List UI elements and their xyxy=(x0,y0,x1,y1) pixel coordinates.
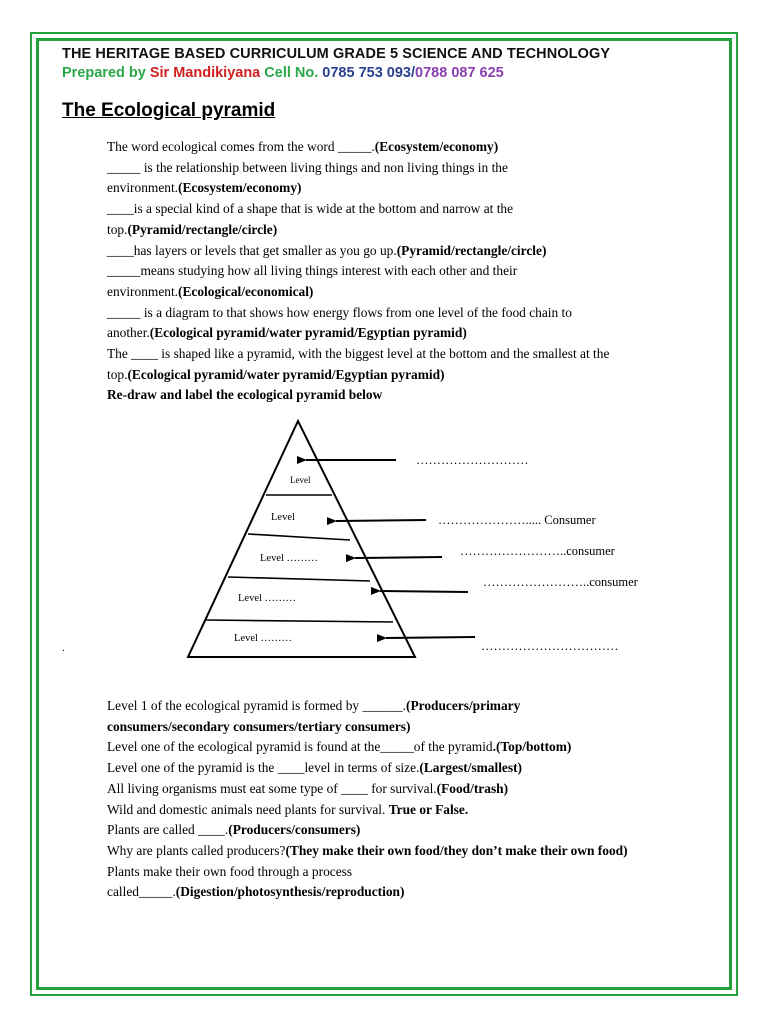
question-line: called_____.(Digestion/photosynthesis/reproduction) xyxy=(107,884,405,900)
arrow xyxy=(386,637,475,638)
phone-number-2: 0788 087 625 xyxy=(415,65,504,81)
question-line: ____is a special kind of a shape that is wide at the bottom and narrow at the xyxy=(107,201,514,217)
phone-number-1: 0785 753 093 xyxy=(322,65,411,81)
question-line: another.(Ecological pyramid/water pyramid/Egyptian pyramid) xyxy=(107,325,467,341)
question-line: top.(Ecological pyramid/water pyramid/Egyptian pyramid) xyxy=(107,366,445,382)
pyramid-level-label: Level ……… xyxy=(234,633,293,644)
curriculum-header: THE HERITAGE BASED CURRICULUM GRADE 5 SCIENCE AND TECHNOLOGY xyxy=(62,46,611,62)
level-divider xyxy=(248,534,350,540)
question-line: consumers/secondary consumers/tertiary consumers) xyxy=(107,718,411,734)
redraw-instruction: Re-draw and label the ecological pyramid below xyxy=(107,387,383,403)
question-line: ____has layers or levels that get smaller as you go up.(Pyramid/rectangle/circle) xyxy=(107,242,547,258)
prepared-by-label: Prepared by xyxy=(62,65,150,81)
question-line: _____ is the relationship between living things and non living things in the xyxy=(107,159,508,175)
question-line: Level 1 of the ecological pyramid is formed by ______.(Producers/primary xyxy=(107,698,521,713)
arrow xyxy=(380,591,468,592)
pyramid-level-label: Level ……… xyxy=(260,553,319,564)
cell-label: Cell No. xyxy=(260,65,323,81)
question-line: Level one of the ecological pyramid is found at the_____of the pyramid.(Top/bottom) xyxy=(107,739,572,755)
question-line: Wild and domestic animals need plants for survival. True or False. xyxy=(107,801,469,817)
questions-section-2 xyxy=(107,696,707,903)
question-line: The ____ is shaped like a pyramid, with the biggest level at the bottom and the smallest at the xyxy=(107,346,610,362)
pyramid-answer-label: ……………………..consumer xyxy=(483,575,638,589)
author-line xyxy=(62,65,504,81)
author-name: Sir Mandikiyana xyxy=(149,65,261,81)
question-line: _____ is a diagram to that shows how energy flows from one level of the food chain to xyxy=(107,304,572,320)
question-line: Why are plants called producers?(They make their own food/they don’t make their own food) xyxy=(107,842,628,858)
pyramid-level-label: Level ……… xyxy=(238,593,297,604)
question-line: All living organisms must eat some type of ____ for survival.(Food/trash) xyxy=(107,780,509,796)
pyramid-level-label: Level xyxy=(271,512,295,523)
arrow xyxy=(355,557,442,558)
pyramid-answer-label: ……………………… xyxy=(416,453,529,467)
questions-section-1 xyxy=(107,137,707,406)
pyramid-answer-label: ……………………..consumer xyxy=(460,544,615,558)
pyramid-answer-label: …………………..... Consumer xyxy=(438,513,596,527)
page-title: The Ecological pyramid xyxy=(62,100,276,121)
level-divider xyxy=(228,577,370,581)
question-line: _____means studying how all living things interest with each other and their xyxy=(107,263,518,279)
question-line: Level one of the pyramid is the ____level in terms of size.(Largest/smallest) xyxy=(107,760,522,776)
question-line: Plants make their own food through a process xyxy=(107,863,353,879)
question-line: environment.(Ecological/economical) xyxy=(107,283,314,299)
stray-dot: . xyxy=(62,640,65,654)
question-line: The word ecological comes from the word _____.(Ecosystem/economy) xyxy=(107,139,499,154)
phone-separator: / xyxy=(411,65,416,81)
question-line: Plants are called ____.(Producers/consumers) xyxy=(107,822,361,838)
level-divider xyxy=(206,620,393,622)
question-line: environment.(Ecosystem/economy) xyxy=(107,180,302,196)
pyramid-answer-label: …………………………… xyxy=(481,639,619,653)
pyramid-level-label: Level xyxy=(290,475,311,485)
arrow xyxy=(336,520,426,521)
question-line: top.(Pyramid/rectangle/circle) xyxy=(107,221,278,237)
ecological-pyramid-diagram xyxy=(0,410,768,670)
